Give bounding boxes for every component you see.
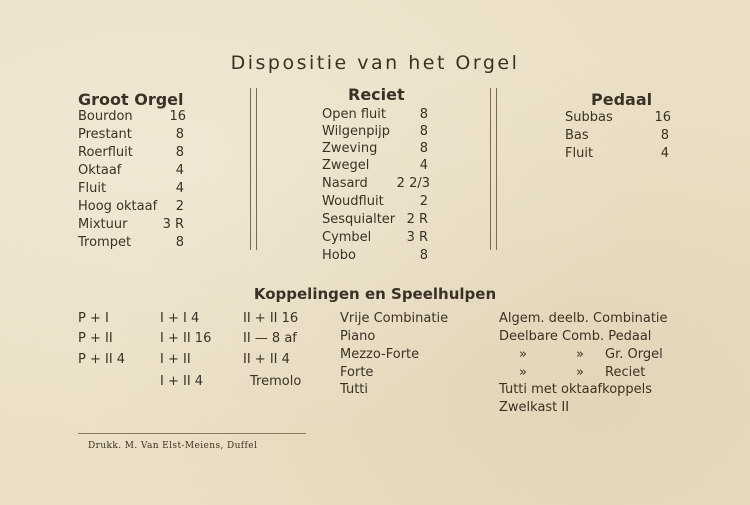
- ditto-mark: »: [519, 365, 527, 380]
- stop-row: [565, 145, 669, 162]
- koppelingen-heading: Koppelingen en Speelhulpen: [253, 285, 497, 303]
- aid-item: Mezzo-Forte: [340, 347, 420, 362]
- stop-row: [322, 106, 428, 123]
- stop-row: [78, 180, 184, 197]
- stop-name: Hoog oktaaf: [78, 199, 158, 214]
- stop-name: Zwegel: [322, 158, 370, 173]
- stop-name: Nasard: [322, 176, 368, 191]
- stop-value: 4: [175, 181, 184, 196]
- stop-value: 2 2/3: [396, 176, 430, 191]
- stop-value: 16: [169, 109, 186, 124]
- stop-value: 2: [175, 199, 184, 214]
- stop-value: 8: [175, 235, 184, 250]
- stop-row: [322, 123, 428, 140]
- coupler-item: P + II: [78, 331, 113, 346]
- stop-name: Bas: [565, 128, 589, 143]
- printer-credit: Drukk. M. Van Elst-Meiens, Duffel: [88, 441, 258, 451]
- stop-value: 16: [654, 110, 671, 125]
- stop-row: [78, 108, 186, 125]
- aid-item: Forte: [340, 365, 374, 380]
- stop-row: [322, 193, 428, 210]
- stop-value: 8: [660, 128, 669, 143]
- coupler-item: II + II 16: [243, 311, 299, 326]
- reciet-heading: Reciet: [348, 85, 405, 104]
- stop-row: [78, 234, 184, 251]
- stop-value: 3 R: [162, 217, 184, 232]
- stop-value: 8: [419, 141, 428, 156]
- stop-name: Roerfluit: [78, 145, 133, 160]
- stop-name: Open fluit: [322, 107, 386, 122]
- coupler-item: II + II 4: [243, 352, 290, 367]
- aid-item: Vrije Combinatie: [340, 311, 449, 326]
- page-title: Dispositie van het Orgel: [230, 52, 520, 74]
- footer-rule: [78, 433, 306, 434]
- column-divider: [490, 88, 497, 250]
- coupler-item: I + II 4: [160, 374, 204, 389]
- stop-value: 2 R: [406, 212, 428, 227]
- aid-item: Reciet: [605, 365, 646, 380]
- stop-name: Fluit: [78, 181, 107, 196]
- coupler-item: I + II: [160, 352, 191, 367]
- stop-value: 8: [419, 124, 428, 139]
- stop-value: 2: [419, 194, 428, 209]
- aid-item: Tutti: [340, 382, 369, 397]
- coupler-item: II — 8 af: [243, 331, 297, 346]
- coupler-item: I + I 4: [160, 311, 200, 326]
- aid-item: Gr. Orgel: [605, 347, 663, 362]
- stop-row: [78, 216, 184, 233]
- stop-name: Hobo: [322, 248, 356, 263]
- stop-value: 4: [419, 158, 428, 173]
- stop-value: 8: [175, 145, 184, 160]
- stop-row: [78, 198, 184, 215]
- aid-item: Algem. deelb. Combinatie: [499, 311, 668, 326]
- ditto-mark: »: [576, 365, 584, 380]
- ditto-mark: »: [576, 347, 584, 362]
- stop-value: 4: [175, 163, 184, 178]
- stop-name: Oktaaf: [78, 163, 122, 178]
- aid-item: Deelbare Comb. Pedaal: [499, 329, 652, 344]
- stop-value: 8: [419, 107, 428, 122]
- stop-value: 8: [419, 248, 428, 263]
- coupler-item: Tremolo: [250, 374, 302, 389]
- stop-name: Fluit: [565, 146, 594, 161]
- column-divider: [250, 88, 257, 250]
- pedaal-heading: Pedaal: [591, 90, 653, 109]
- aid-item: Tutti met oktaafkoppels: [499, 382, 653, 397]
- stop-value: 8: [175, 127, 184, 142]
- stop-value: 4: [660, 146, 669, 161]
- ditto-mark: »: [519, 347, 527, 362]
- stop-row: [78, 126, 184, 143]
- stop-row: [78, 144, 184, 161]
- coupler-item: I + II 16: [160, 331, 212, 346]
- stop-row: [565, 109, 671, 126]
- stop-row: [322, 175, 430, 192]
- stop-name: Prestant: [78, 127, 132, 142]
- stop-name: Subbas: [565, 110, 613, 125]
- stop-row: [322, 247, 428, 264]
- stop-row: [322, 140, 428, 157]
- aid-item: Zwelkast II: [499, 400, 570, 415]
- stop-name: Sesquialter: [322, 212, 396, 227]
- stop-row: [565, 127, 669, 144]
- stop-name: Mixtuur: [78, 217, 128, 232]
- coupler-item: P + II 4: [78, 352, 126, 367]
- stop-name: Zweving: [322, 141, 378, 156]
- stop-name: Woudfluit: [322, 194, 384, 209]
- coupler-item: P + I: [78, 311, 109, 326]
- stop-row: [78, 162, 184, 179]
- stop-row: [322, 157, 428, 174]
- stop-value: 3 R: [406, 230, 428, 245]
- stop-name: Trompet: [78, 235, 132, 250]
- aid-item: Piano: [340, 329, 376, 344]
- stop-row: [322, 229, 428, 246]
- stop-name: Cymbel: [322, 230, 372, 245]
- stop-name: Bourdon: [78, 109, 133, 124]
- groot-orgel-heading: Groot Orgel: [78, 90, 184, 109]
- stop-row: [322, 211, 428, 228]
- stop-name: Wilgenpijp: [322, 124, 391, 139]
